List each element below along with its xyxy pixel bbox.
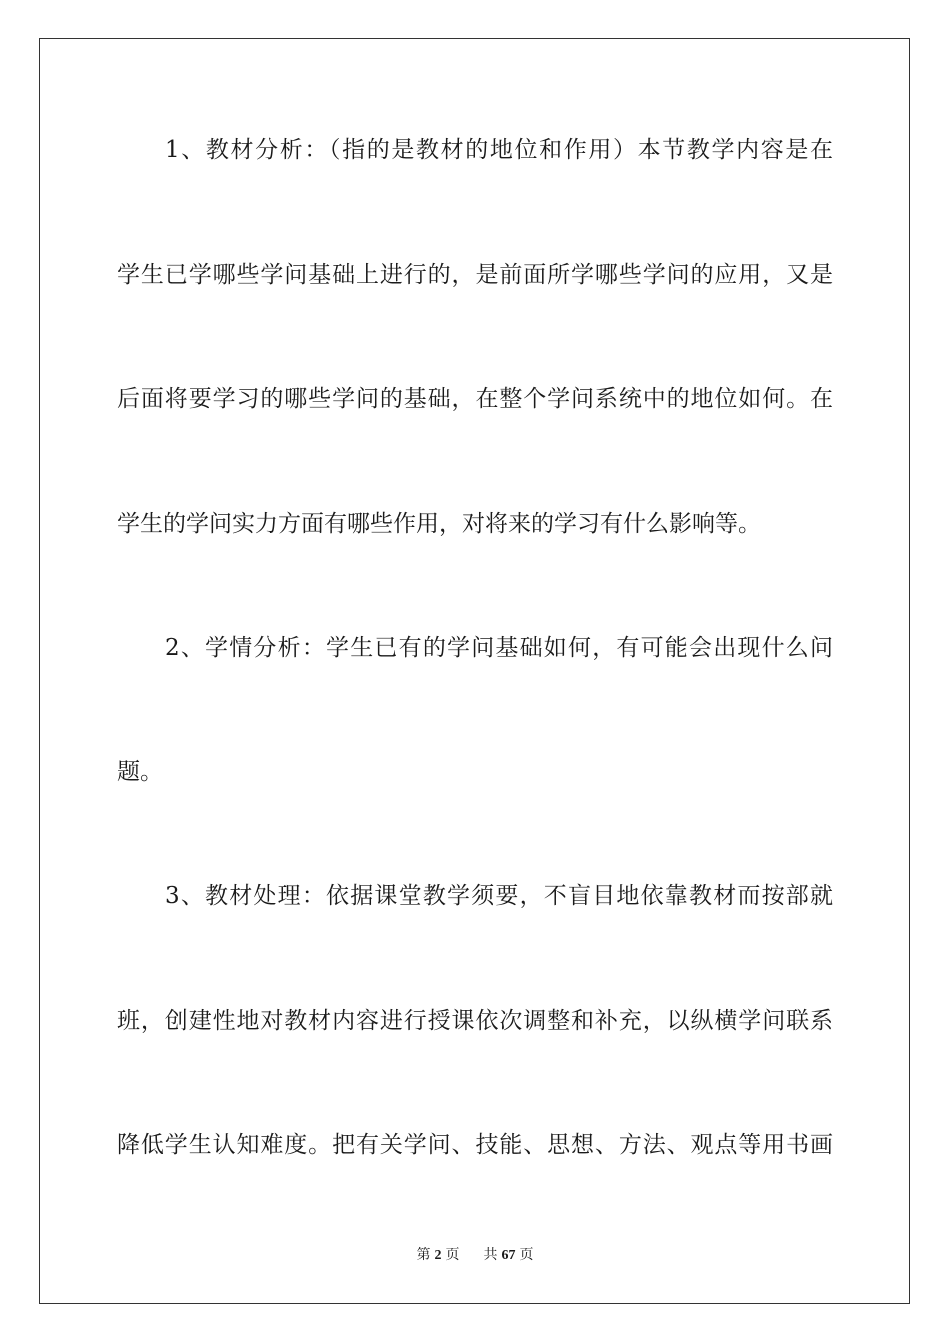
paragraph-2-line-1: 2、学情分析：学生已有的学问基础如何，有可能会出现什么问 xyxy=(165,635,833,661)
page-border xyxy=(39,38,910,1304)
footer-page-suffix: 页 xyxy=(445,1247,460,1263)
footer-page-prefix: 第 xyxy=(416,1247,431,1263)
page-footer xyxy=(0,1246,950,1265)
paragraph-1-line-4: 学生的学问实力方面有哪些作用，对将来的学习有什么影响等。 xyxy=(117,511,761,537)
paragraph-3-line-2: 班，创建性地对教材内容进行授课依次调整和补充，以纵横学问联系 xyxy=(117,1008,833,1034)
paragraph-3-line-1: 3、教材处理：依据课堂教学须要，不盲目地依靠教材而按部就 xyxy=(165,883,833,909)
paragraph-1-line-1: 1、教材分析：（指的是教材的地位和作用）本节教学内容是在 xyxy=(165,137,833,163)
footer-total-number: 67 xyxy=(501,1248,516,1263)
footer-total-suffix: 页 xyxy=(519,1247,534,1263)
paragraph-3-line-3: 降低学生认知难度。把有关学问、技能、思想、方法、观点等用书画 xyxy=(117,1132,833,1158)
footer-page-number: 2 xyxy=(434,1248,442,1263)
footer-total-prefix: 共 xyxy=(483,1247,498,1263)
paragraph-1-line-3: 后面将要学习的哪些学问的基础，在整个学问系统中的地位如何。在 xyxy=(117,386,833,412)
paragraph-1-line-2: 学生已学哪些学问基础上进行的，是前面所学哪些学问的应用，又是 xyxy=(117,262,833,288)
paragraph-2-line-2: 题。 xyxy=(117,759,163,785)
